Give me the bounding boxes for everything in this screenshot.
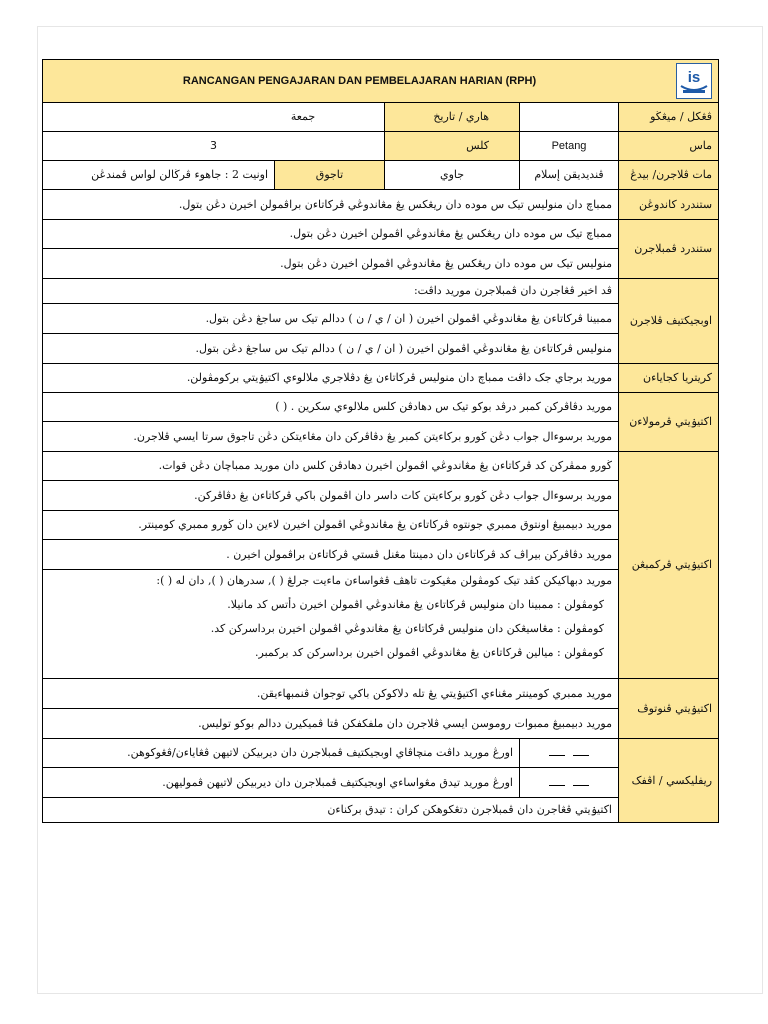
reflection-count-blank (549, 785, 565, 786)
development-label: اکتيۏيتي ڤرکمبڠن (631, 558, 713, 571)
svg-text:is: is (687, 69, 701, 86)
learning-standard-text: منوليس تيک س موده دان ريڠكس يڠ مڠاندوڠي اڤمولن اخيرن دڠن بتول. (280, 256, 612, 270)
group-activity-cell (43, 570, 619, 679)
subject-value-2: جاوي (439, 168, 465, 181)
criteria-text-cell (43, 364, 619, 393)
criteria-text: موريد برجاي جک داڤت ممباچ دان منوليس ڤرکاتاءن يڠ دڤلاجري ملالوءي اکتيۏيتي برکومڤولن. (186, 371, 612, 384)
closure-text: موريد دبيمبيڠ ممبوات روموسن ايسي ڤلاجرن دان ملفکفکن ڤتا ڤميکيرن ددالم بوکو توليس. (198, 716, 612, 730)
time-value: Petang (551, 140, 587, 152)
school-logo (676, 63, 712, 99)
day-date-label-cell (385, 103, 520, 132)
time-label-cell (619, 132, 719, 161)
reflection-label: ريفليکسي / اڤفک (631, 773, 713, 787)
learning-standard-item (43, 220, 619, 249)
reflection-count-blank (573, 785, 589, 786)
induction-item (43, 393, 619, 422)
reflection-count-cell (520, 739, 619, 768)
development-text: موريد دڤاڤرکن بيراڤ کد ڤرکاتاءن دان دمينتا مڠنل ڤستي ڤرکاتاءن براڤمولن اخيرن . (226, 547, 612, 561)
objectives-intro: ڤد اخير ڤڠاجرن دان ڤمبلاجرن موريد داڤت: (413, 284, 612, 297)
development-label-cell (619, 452, 719, 679)
objective-item (43, 304, 619, 334)
reflection-text: اورڠ موريد داڤت منچاڤاي اوبجيکتيف ڤمبلاجرن دان ديربيکن لاتيهن ڤڠاياءن/ڤڠوکوهن. (127, 746, 513, 759)
learning-standard-label-cell (619, 220, 719, 279)
development-text: ڬورو ممڤرکن کد ڤرکاتاءن يڠ مڠاندوڠي اڤمولن اخيرن دهادڤن کلس دان موريد ممباچان دڠن قوات. (158, 459, 612, 472)
learning-standard-item (43, 249, 619, 279)
page-title: RANCANGAN PENGAJARAN DAN PEMBELAJARAN HARIAN (RPH) (182, 75, 537, 87)
criteria-label-cell (619, 364, 719, 393)
class-label: كلس (466, 139, 489, 152)
development-text: موريد برسوءال جواب دڠن ڬورو برکاءيتن کات داسر دان اڤمولن باکي ڤرکاتاءن يڠ دڤاڤرکن. (194, 488, 612, 502)
time-label: ماس (689, 139, 713, 152)
criteria-label: کريتريا کجاياءن (643, 371, 713, 384)
objectives-label: اوبجيکتيف ڤلاجرن (629, 314, 713, 327)
reflection-text: اورڠ موريد تيدق مڠواساءي اوبجيکتيف ڤمبلاجرن دان ديربيکن لاتيهن ڤموليهن. (162, 775, 513, 789)
induction-label: اکتيۏيتي ڤرمولاءن (629, 415, 713, 428)
closure-label: اکتيۏيتي ڤنوتوڤ (637, 701, 713, 715)
subject-label-cell (619, 103, 719, 132)
topic-value-cell (43, 161, 275, 190)
class-value-cell (43, 132, 385, 161)
day-date-label: هاري / تاريخ (433, 110, 489, 123)
day-value-cell (43, 103, 385, 132)
objectives-intro-cell (43, 279, 619, 304)
subject-label: ڤڠكل / ميڠڬو (650, 110, 713, 123)
content-standard-text-cell (43, 190, 619, 220)
development-text: موريد دبيمبيڠ اونتوق ممبري جونتوه ڤرکاتاءن يڠ مڠاندوڠي اڤمولن اخيرن لاءين دان ڬورو ممبري کومينتر. (138, 518, 612, 531)
closure-item (43, 679, 619, 709)
content-standard-label-cell (619, 190, 719, 220)
subject-value-1: ڤنديديقن إسلام (534, 168, 604, 181)
reflection-item (43, 739, 520, 768)
induction-text: موريد برسوءال جواب دڠن ڬورو برکاءيتن کمبر يڠ دڤاڤرکن دان مڠاءيتکن دڠن تاجوق سرتا ايسي ڤلاجرن. (133, 429, 612, 443)
rph-table (42, 59, 719, 823)
learning-standard-text: ممباچ تيک س موده دان ريڠكس يڠ مڠاندوڠي اڤمولن اخيرن دڠن بتول. (289, 227, 612, 240)
induction-item (43, 422, 619, 452)
postponed-cell (43, 798, 619, 823)
induction-text: موريد دڤاڤرکن کمبر درڤد بوکو تيک س دهادڤن کلس ملالوءي سکرين . ( ) (275, 400, 612, 413)
time-value-cell (520, 132, 619, 161)
learning-standard-label: ستندرد ڤمبلاجرن (634, 242, 713, 255)
objectives-label-cell (619, 279, 719, 364)
logo-icon (677, 64, 711, 98)
objective-text: منوليس ڤرکاتاءن يڠ مڠاندوڠي اڤمولن اخيرن ( ان / ي / ن ) ددالم تيک س ساجڠ دڠن بتول. (195, 341, 612, 355)
day-value: جمعة (290, 110, 316, 123)
subject-row-label: مات ڤلاجرن/ بيدڠ (630, 168, 713, 181)
development-item (43, 452, 619, 481)
topic-label-cell (275, 161, 385, 190)
content-standard-text: ممباچ دان منوليس تيک س موده دان ريڠكس يڠ مڠاندوڠي ڤركاتاءن براڤمولن اخيرن دڠن بتول. (178, 197, 612, 211)
group-item: کومڤولن : ممبينا دان منوليس ڤرکاتاءن يڠ مڠاندوڠي اڤمولن اخيرن دأتس کد مانيلا. (227, 598, 604, 611)
class-label-cell (385, 132, 520, 161)
subject-value1-cell (520, 161, 619, 190)
objective-text: ممبينا ڤرکاتاءن يڠ مڠاندوڠي اڤمولن اخيرن ( ان / ي / ن ) ددالم تيک س ساجڠ دڠن بتول. (205, 311, 612, 325)
reflection-count-blank (549, 755, 565, 756)
header-title-cell (43, 60, 719, 103)
topic-label: تاجوق (315, 168, 344, 181)
development-item (43, 511, 619, 540)
development-item (43, 481, 619, 511)
postponed-text: اکتيۏيتي ڤڠاجرن دان ڤمبلاجرن دتڠکوهکن کران : تيدق برکناءن (327, 803, 612, 816)
closure-label-cell (619, 679, 719, 739)
reflection-item (43, 768, 520, 798)
group-item: کومڤولن : مڠاسيڠکن دان منوليس ڤرکاتاءن يڠ مڠاندوڠي اڤمولن اخيرن برداسرکن کد. (210, 622, 604, 635)
reflection-label-cell (619, 739, 719, 823)
objective-item (43, 334, 619, 364)
reflection-count-cell (520, 768, 619, 798)
content-standard-label: ستندرد كاندوڠن (639, 197, 713, 211)
subject-value2-cell (385, 161, 520, 190)
class-value: 3 (210, 139, 217, 152)
topic-value: اونيت 2 : جاهوء ڤرڬالن لواس ڤمندڠن (91, 168, 268, 181)
group-item: کومڤولن : ميالين ڤرکاتاءن يڠ مڠاندوڠي اڤمولن اخيرن برداسرکن کد برکمبر. (255, 646, 604, 659)
development-item (43, 540, 619, 570)
induction-label-cell (619, 393, 719, 452)
group-intro: موريد دبهاکيکن کڤد تيک کومڤولن مڠيکوت تاهڤ ڤڠواساءن ماءيت جرلڠ ( ), سدرهان ( ), دان له ( ): (156, 574, 612, 587)
reflection-count-blank (573, 755, 589, 756)
date-value-cell (520, 103, 619, 132)
subject-row-label-cell (619, 161, 719, 190)
closure-item (43, 709, 619, 739)
closure-text: موريد ممبري کومينتر مڠناءي اکتيۏيتي يڠ تله دلاکوکن باکي توجوان ڤنمبهاءيقن. (256, 686, 612, 700)
